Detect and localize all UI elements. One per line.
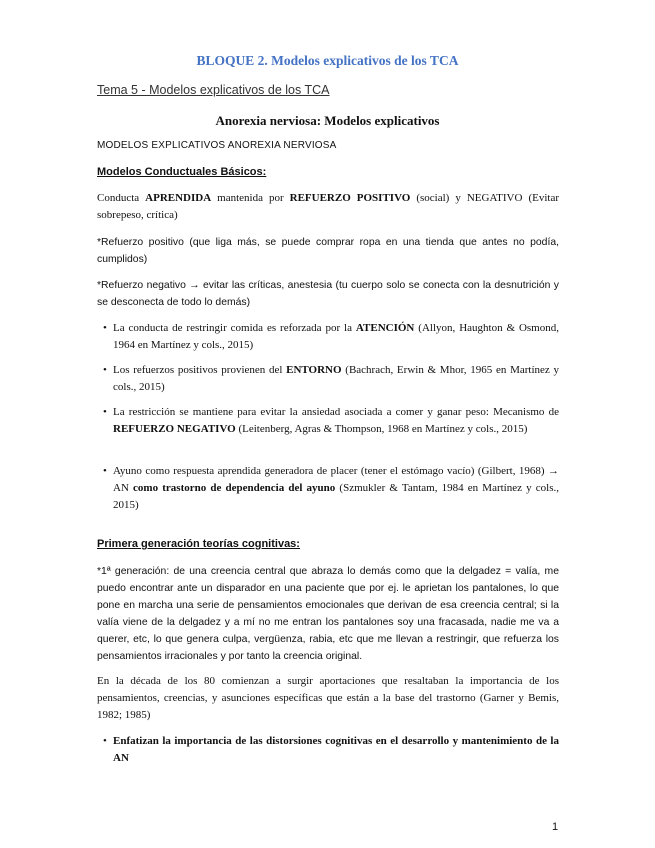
- caps-heading: MODELOS EXPLICATIVOS ANOREXIA NERVIOSA: [97, 140, 337, 151]
- bullet-icon: •: [103, 465, 107, 477]
- section-title: Anorexia nerviosa: Modelos explicativos: [215, 113, 440, 128]
- primera-generacion-paragraph: *1ª generación: de una creencia central que abraza lo demás como que la delgadez = valía, me puedo encontrar ante un disparador en una paciente que por ej. le aprietan los pantalones, lo que pone en marcha una serie de pensamientos emocionales que derivan de esa creencia central; si la valía viene de la delgadez y a mí no me entran los pantalones soy una fracasada, nadie me va a querer, etc, lo que genera culpa, vergüenza, rabia, etc que me llevan a restringir, que refuerza los pensamientos irracionales y por tanto la creencia original.: [97, 566, 559, 662]
- bullet-icon: •: [103, 364, 107, 376]
- bullet-icon: •: [103, 735, 107, 747]
- list-item: • Los refuerzos positivos provienen del ENTORNO (Bachrach, Erwin & Mhor, 1965 en Martínez y cols., 2015): [103, 364, 559, 393]
- list-item: • Ayuno como respuesta aprendida generadora de placer (tener el estómago vacío) (Gilbert, 1968) → AN como trastorno de dependencia del ayuno (Szmukler & Tantam, 1984 en Martínez y cols., 2015): [103, 465, 560, 511]
- bloque-title: BLOQUE 2. Modelos explicativos de los TCA: [196, 53, 459, 68]
- heading-cognitivas: Primera generación teorías cognitivas:: [97, 538, 300, 550]
- list-item: • La conducta de restringir comida es reforzada por la ATENCIÓN (Allyon, Haughton & Osmond, 1964 en Martínez y cols., 2015): [103, 322, 559, 351]
- page-number: 1: [552, 821, 559, 833]
- heading-conductuales: Modelos Conductuales Básicos:: [97, 166, 267, 178]
- decada-80-paragraph: En la década de los 80 comienzan a surgir aportaciones que resaltaban la importancia de los pensamientos, creencias, y asunciones específicas que están a la base del trastorno (Garner y Bemis, 1982; 1985): [97, 675, 559, 721]
- bullet-icon: •: [103, 322, 107, 334]
- refuerzo-negativo-paragraph: *Refuerzo negativo → evitar las críticas, anestesia (tu cuerpo solo se conecta con la desnutrición y se desconecta de todo lo demás): [97, 280, 559, 308]
- conducta-paragraph: Conducta APRENDIDA mantenida por REFUERZO POSITIVO (social) y NEGATIVO (Evitar sobrepeso, crítica): [97, 192, 559, 221]
- list-item: • La restricción se mantiene para evitar la ansiedad asociada a comer y ganar peso: Mecanismo de REFUERZO NEGATIVO (Leitenberg, Agras & Thompson, 1968 en Martínez y cols., 2015): [103, 406, 559, 435]
- list-item: • Enfatizan la importancia de las distorsiones cognitivas en el desarrollo y mantenimiento de la AN: [103, 735, 559, 764]
- refuerzo-positivo-paragraph: *Refuerzo positivo (que liga más, se puede comprar ropa en una tienda que antes no podía, cumplidos): [97, 237, 559, 265]
- bullet-icon: •: [103, 406, 107, 418]
- tema-title: Tema 5 - Modelos explicativos de los TCA: [97, 83, 330, 97]
